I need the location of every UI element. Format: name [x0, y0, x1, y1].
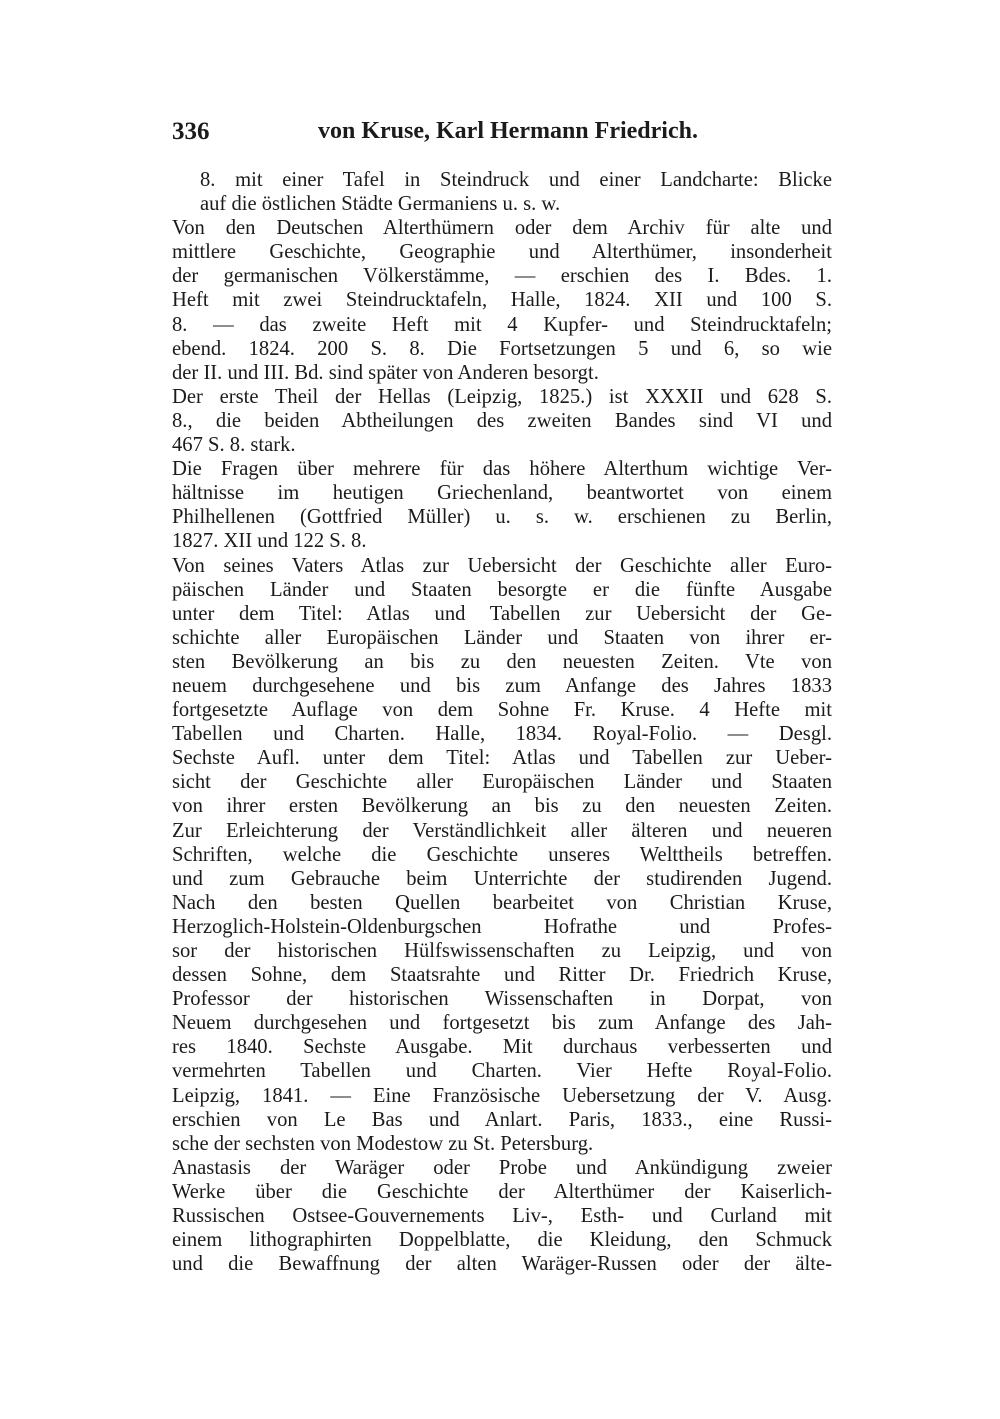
text-line: 8. mit einer Tafel in Steindruck und einer Landcharte: Blicke [200, 169, 832, 191]
bibliography-entry [172, 457, 832, 553]
page-header [172, 118, 832, 150]
text-line: Professor der historischen Wissenschaften in Dorpat, von [172, 988, 832, 1011]
text-line: sche der sechsten von Modestow zu St. Petersburg. [172, 1132, 594, 1155]
text-line: päischen Länder und Staaten besorgte er die fünfte Ausgabe [172, 578, 832, 601]
text-line: dessen Sohne, dem Staatsrahte und Ritter Dr. Friedrich Kruse, [172, 964, 832, 987]
text-line: sor der historischen Hülfswissenschaften zu Leipzig, und von [172, 940, 832, 962]
text-line: unter dem Titel: Atlas und Tabellen zur Uebersicht der Ge- [172, 602, 832, 625]
text-line: 1827. XII und 122 S. 8. [172, 530, 367, 553]
text-line: Von seines Vaters Atlas zur Uebersicht der Geschichte aller Euro- [172, 554, 832, 577]
text-line: Schriften, welche die Geschichte unseres Welttheils betreffen. [172, 843, 832, 866]
bibliography-entry [172, 1156, 832, 1276]
text-line: Neuem durchgesehen und fortgesetzt bis zum Anfange des Jah- [172, 1012, 832, 1035]
text-line: Philhellenen (Gottfried Müller) u. s. w. erschienen zu Berlin, [172, 506, 832, 529]
text-line: fortgesetzte Auflage von dem Sohne Fr. Kruse. 4 Hefte mit [172, 699, 832, 722]
text-line: Von den Deutschen Alterthümern oder dem Archiv für alte und [172, 217, 832, 240]
text-line: 8., die beiden Abtheilungen des zweiten Bandes sind VI und [172, 409, 832, 432]
bibliography-entry [172, 554, 832, 1156]
text-line: Tabellen und Charten. Halle, 1834. Royal-Folio. — Desgl. [172, 723, 832, 746]
text-line: neuem durchgesehene und bis zum Anfange des Jahres 1833 [172, 674, 832, 697]
text-line: Sechste Aufl. unter dem Titel: Atlas und Tabellen zur Ueber- [172, 747, 832, 770]
text-line: Der erste Theil der Hellas (Leipzig, 1825.) ist XXXII und 628 S. [172, 385, 832, 408]
text-line: einem lithographirten Doppelblatte, die Kleidung, den Schmuck [172, 1229, 832, 1252]
entry-continuation [172, 168, 832, 216]
text-line: Heft mit zwei Steindrucktafeln, Halle, 1824. XII und 100 S. [172, 289, 832, 312]
text-line: schichte aller Europäischen Länder und Staaten von ihrer er- [172, 626, 832, 649]
text-line: Zur Erleichterung der Verständlichkeit aller älteren und neueren [172, 819, 832, 842]
text-line: erschien von Le Bas und Anlart. Paris, 1833., eine Russi- [172, 1108, 832, 1131]
running-head: von Kruse, Karl Hermann Friedrich. [318, 118, 698, 144]
text-line: res 1840. Sechste Ausgabe. Mit durchaus verbesserten und [172, 1036, 832, 1059]
text-line: Leipzig, 1841. — Eine Französische Uebersetzung der V. Ausg. [172, 1084, 832, 1107]
text-line: 8. — das zweite Heft mit 4 Kupfer- und Steindrucktafeln; [172, 313, 832, 336]
text-line: sicht der Geschichte aller Europäischen Länder und Staaten [172, 771, 832, 794]
text-line: Anastasis der Waräger oder Probe und Ankündigung zweier [172, 1156, 832, 1179]
text-line: ebend. 1824. 200 S. 8. Die Fortsetzungen 5 und 6, so wie [172, 337, 832, 360]
text-line: der germanischen Völkerstämme, — erschien des I. Bdes. 1. [172, 265, 832, 288]
text-line: und zum Gebrauche beim Unterrichte der studirenden Jugend. [172, 867, 832, 890]
bibliography-entry [172, 385, 832, 457]
bibliography-entry [172, 216, 832, 385]
text-line: mittlere Geschichte, Geographie und Alterthümer, insonderheit [172, 241, 832, 264]
body-text [172, 168, 832, 1276]
text-line: Die Fragen über mehrere für das höhere Alterthum wichtige Ver- [172, 458, 832, 481]
text-line: Russischen Ostsee-Gouvernements Liv-, Esth- und Curland mit [172, 1205, 832, 1228]
text-line: Nach den besten Quellen bearbeitet von Christian Kruse, [172, 891, 832, 914]
text-line: vermehrten Tabellen und Charten. Vier Hefte Royal-Folio. [172, 1060, 832, 1083]
text-line: von ihrer ersten Bevölkerung an bis zu den neuesten Zeiten. [172, 795, 832, 818]
text-line: Werke über die Geschichte der Alterthümer der Kaiserlich- [172, 1180, 832, 1203]
text-line: hältnisse im heutigen Griechenland, beantwortet von einem [172, 482, 832, 505]
text-line: der II. und III. Bd. sind später von Anderen besorgt. [172, 361, 599, 384]
text-line: und die Bewaffnung der alten Waräger-Russen oder der älte- [172, 1253, 832, 1276]
text-line: auf die östlichen Städte Germaniens u. s. w. [200, 193, 561, 216]
page-number: 336 [172, 118, 210, 145]
text-line: Herzoglich-Holstein-Oldenburgschen Hofrathe und Profes- [172, 915, 832, 938]
text-line: sten Bevölkerung an bis zu den neuesten Zeiten. Vte von [172, 650, 832, 673]
text-line: 467 S. 8. stark. [172, 434, 296, 457]
